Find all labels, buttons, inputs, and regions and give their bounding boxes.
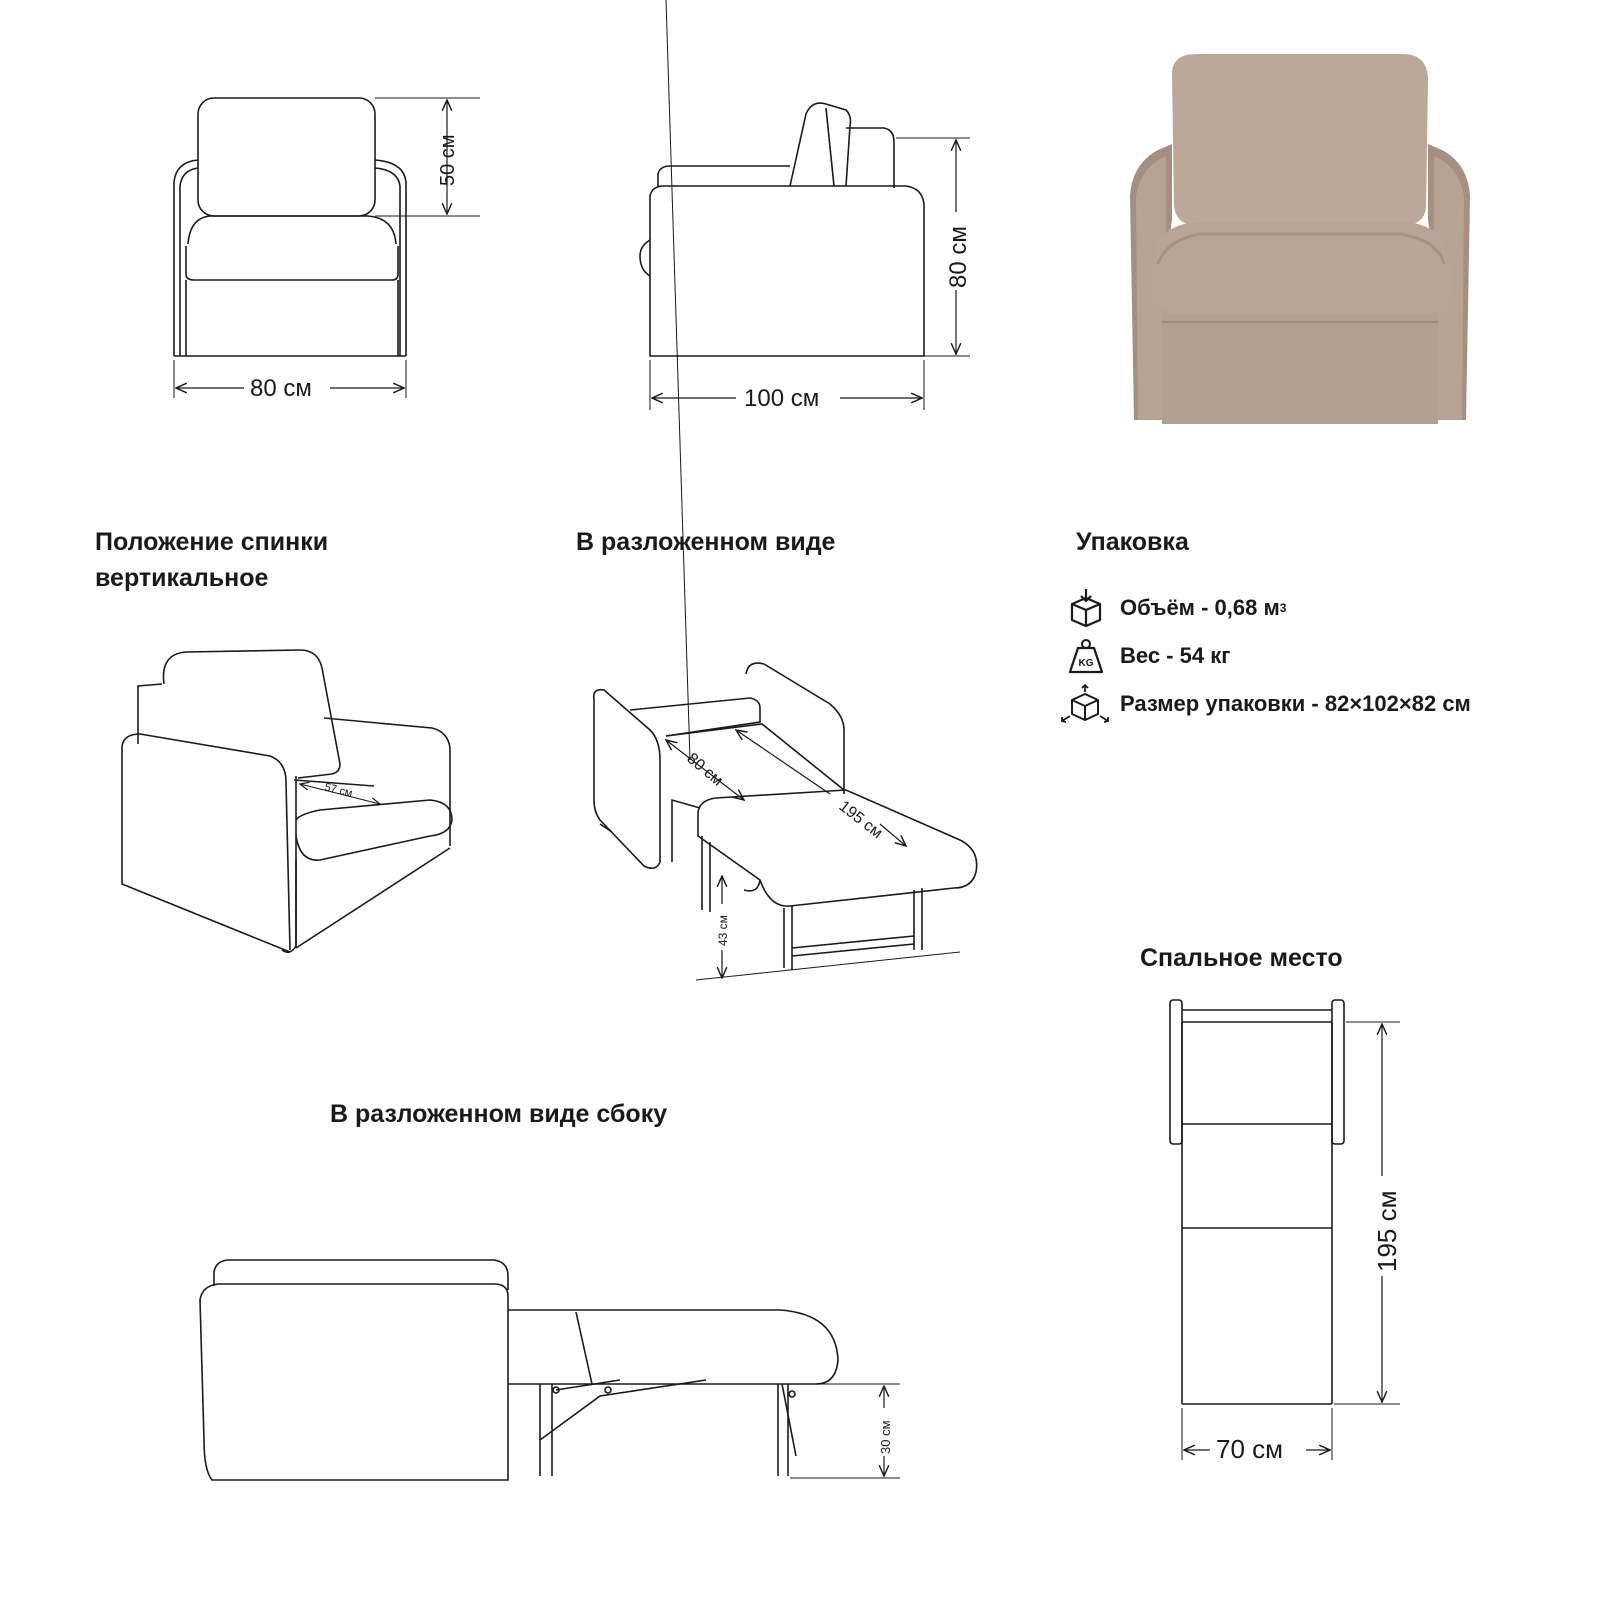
chair-photo bbox=[1130, 54, 1470, 424]
packaging-volume-row bbox=[1066, 588, 1286, 628]
side-depth-label: 100 см bbox=[744, 385, 820, 412]
back-position-heading-line2: вертикальное bbox=[95, 564, 269, 592]
weight-kg-icon bbox=[1066, 636, 1106, 676]
weight-kg-icon-label: KG bbox=[1078, 658, 1094, 669]
bed-height-label: 43 см bbox=[716, 915, 730, 946]
box-down-icon bbox=[1066, 588, 1106, 628]
side-unfolded-bed bbox=[200, 1260, 900, 1480]
packaging-weight: Вес - 54 кг bbox=[1120, 643, 1231, 668]
packaging-heading: Упаковка bbox=[1076, 528, 1189, 556]
front-view-chair bbox=[174, 98, 480, 398]
bed-length-label: 195 см bbox=[835, 797, 886, 843]
packaging-weight-row bbox=[1066, 636, 1230, 676]
cube-dimensions-icon bbox=[1060, 684, 1110, 724]
unfolded-side-heading: В разложенном виде сбоку bbox=[330, 1100, 668, 1128]
sleep-width-label: 70 см bbox=[1216, 1434, 1284, 1464]
front-width-label: 80 см bbox=[250, 375, 312, 402]
back-position-heading-line1: Положение спинки bbox=[95, 528, 329, 556]
side-bed-height-label: 30 см bbox=[878, 1420, 893, 1454]
sleeping-place-plan bbox=[1170, 1000, 1400, 1460]
packaging-size-row bbox=[1060, 684, 1471, 724]
unfolded-bed bbox=[594, 0, 977, 980]
front-back-height-label: 50 см bbox=[437, 134, 459, 186]
perspective-chair bbox=[122, 650, 452, 952]
side-height-label: 80 см bbox=[945, 226, 972, 288]
packaging-size: Размер упаковки - 82×102×82 см bbox=[1120, 691, 1471, 716]
bed-width-label: 80 см bbox=[683, 750, 726, 790]
seat-depth-label: 57 см bbox=[323, 781, 354, 800]
sleep-length-label: 195 см bbox=[1372, 1190, 1402, 1272]
side-view-chair bbox=[640, 103, 970, 410]
packaging-volume: Объём - 0,68 м bbox=[1120, 595, 1280, 620]
back-position-heading bbox=[95, 524, 328, 596]
packaging-volume-sup: 3 bbox=[1279, 601, 1287, 615]
unfolded-heading: В разложенном виде bbox=[576, 528, 836, 556]
sleeping-place-heading: Спальное место bbox=[1140, 944, 1343, 972]
